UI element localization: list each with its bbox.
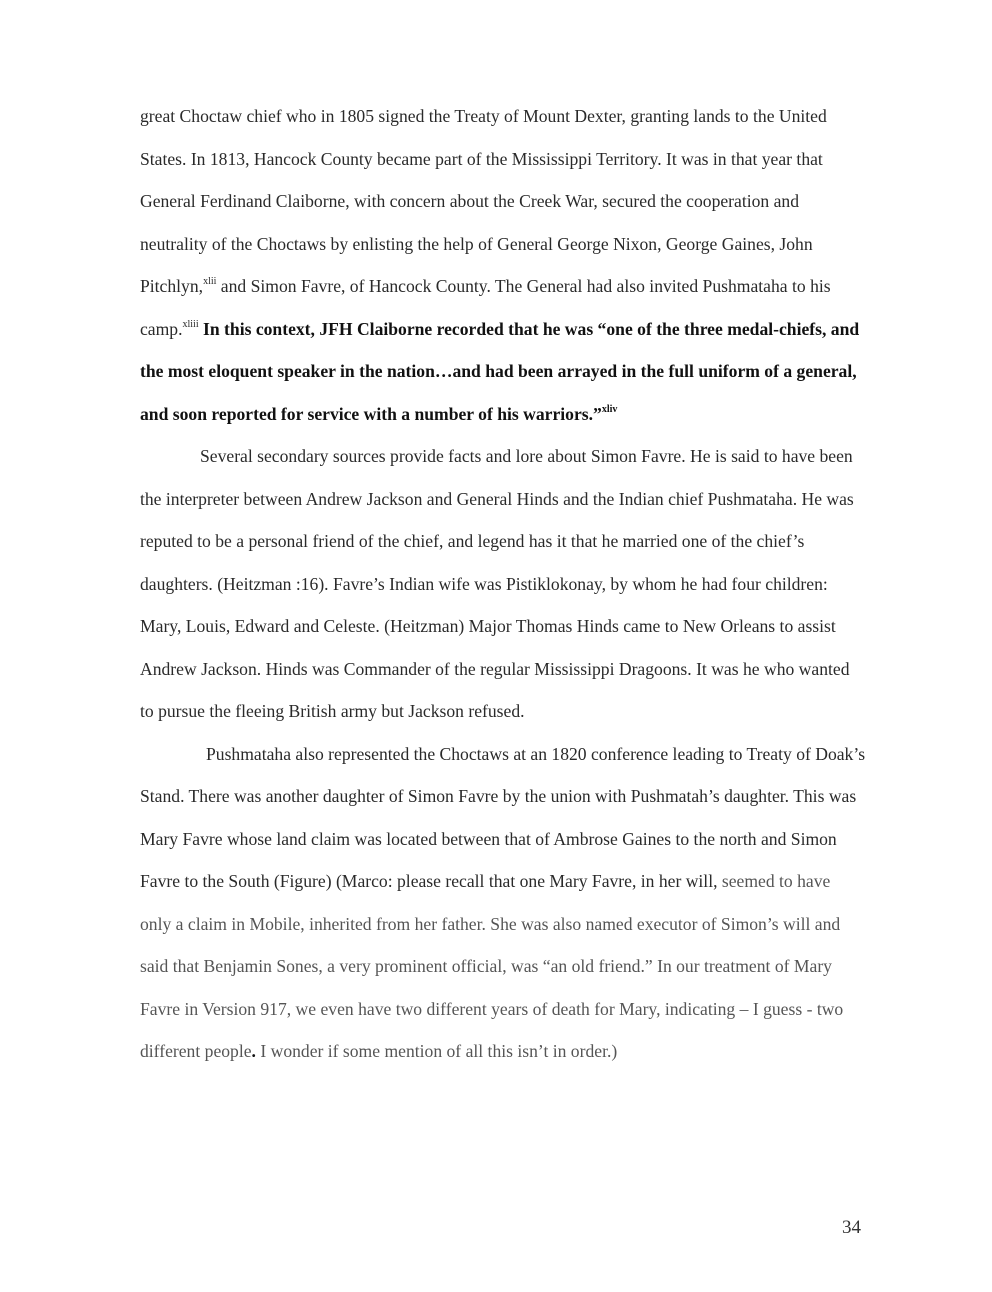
- claiborne-quote: In this context, JFH Claiborne recorded that he was “one of the three medal-chiefs, and the most eloquent speaker in the nation…and had been arrayed in the full uniform of a general, and soon reported for service with a number of his warriors.”: [140, 318, 860, 424]
- paragraph-3: [140, 733, 866, 1073]
- paragraph-1: [140, 95, 866, 435]
- page-number: 34: [842, 1217, 861, 1238]
- body-text: [140, 95, 866, 1073]
- paragraph-1-text: great Choctaw chief who in 1805 signed the Treaty of Mount Dexter, granting lands to the United States. In 1813, Hancock County became part of the Mississippi Territory. It was in that year that General Ferdinand Claiborne, with concern about the Creek War, secured the cooperation and neutrality of the Choctaws by enlisting the help of General George Nixon, George Gaines, John Pitchlyn,: [140, 106, 827, 296]
- paragraph-2: Several secondary sources provide facts and lore about Simon Favre. He is said to have been the interpreter between Andrew Jackson and General Hinds and the Indian chief Pushmataha. He was reputed to be a personal friend of the chief, and legend has it that he married one of the chief’s daughters. (Heitzman :16). Favre’s Indian wife was Pistiklokonay, by whom he had four children: Mary, Louis, Edward and Celeste. (Heitzman) Major Thomas Hinds came to New Orleans to assist Andrew Jackson. Hinds was Commander of the regular Mississippi Dragoons. It was he who wanted to pursue the fleeing British army but Jackson refused.: [140, 446, 854, 721]
- paragraph-3-text: Pushmataha also represented the Choctaws at an 1820 conference leading to Treaty of Doak’s Stand. There was another daughter of Simon Favre by the union with Pushmatah’s daughter. This was Mary Favre whose land claim was located between that of Ambrose Gaines to the north and Simon Favre to the South (Figure) (Marco: please recall that one Mary Favre, in her will,: [140, 743, 866, 891]
- paragraph-1-text-cont: and Simon Favre, of Hancock County. The General had also invited Pushmataha to his camp.: [140, 276, 831, 339]
- endnote-ref-xlii: xlii: [203, 276, 217, 287]
- paragraph-3-closing: I wonder if some mention of all this isn’t in order.): [255, 1041, 618, 1061]
- endnote-ref-xliv: xliv: [601, 403, 618, 415]
- endnote-ref-xliii: xliii: [182, 318, 199, 330]
- paragraph-3-note: seemed to have only a claim in Mobile, inherited from her father. She was also named executor of Simon’s will and said that Benjamin Sones, a very prominent official, was “an old friend.” In our treatment of Mary Favre in Version 917, we even have two different years of death for Mary, indicating – I guess - two different people: [140, 871, 844, 1061]
- paragraph-3-period: .: [251, 1041, 256, 1061]
